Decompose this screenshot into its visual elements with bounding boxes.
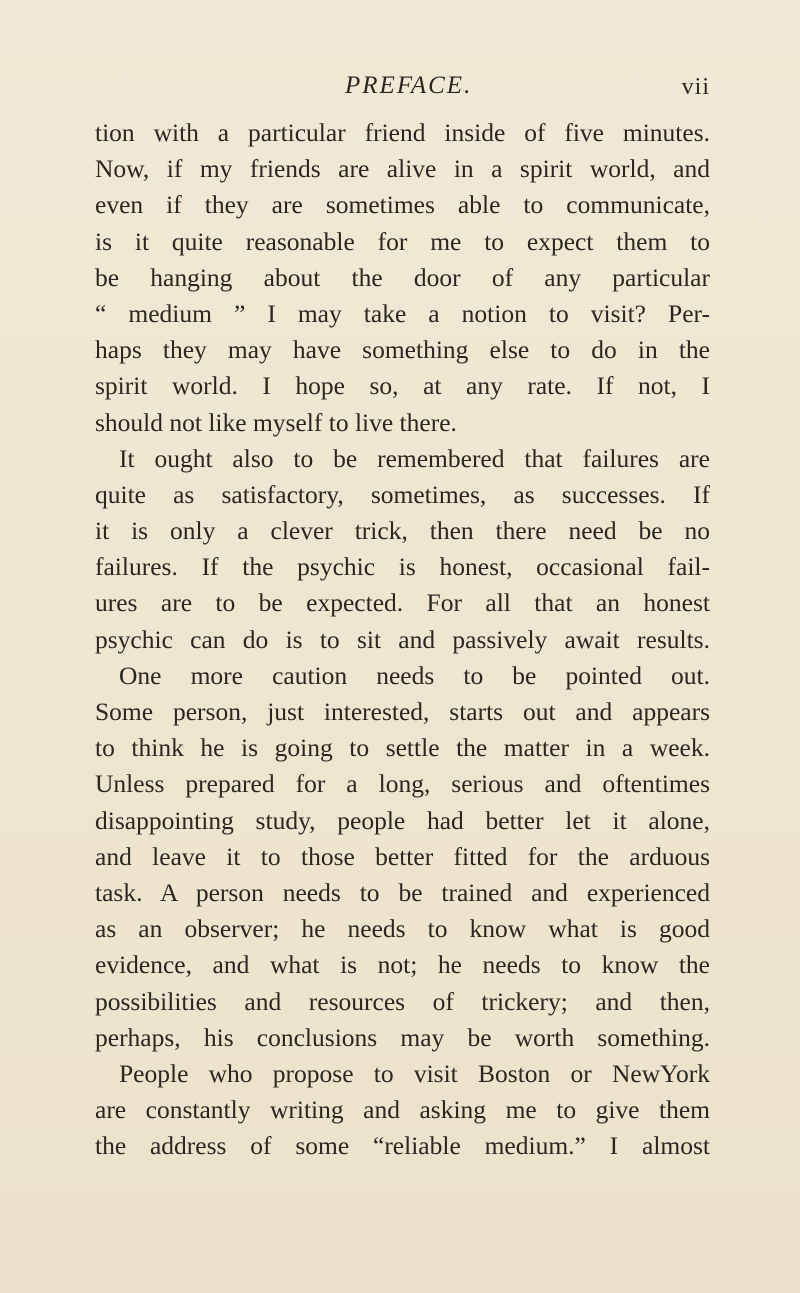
text-line: disappointing study, people had better let it alone,: [95, 805, 710, 835]
text-line: Unless prepared for a long, serious and oftentimes: [95, 769, 710, 799]
paragraph-first-line: It ought also to be remembered that failures are: [119, 443, 710, 473]
text-line: and leave it to those better fitted for the arduous: [95, 841, 710, 871]
text-line: possibilities and resources of trickery; and then,: [95, 986, 710, 1016]
text-line: are constantly writing and asking me to give them: [95, 1095, 710, 1125]
text-line: quite as satisfactory, sometimes, as successes. If: [95, 479, 710, 509]
text-line: evidence, and what is not; he needs to know the: [95, 950, 710, 980]
text-line: failures. If the psychic is honest, occasional fail-: [95, 552, 710, 582]
body-text: [95, 115, 710, 1164]
text-line: task. A person needs to be trained and experienced: [95, 877, 710, 907]
text-line: spirit world. I hope so, at any rate. If not, I: [95, 371, 710, 401]
paragraph-first-line: One more caution needs to be pointed out.: [119, 660, 710, 690]
text-line: ures are to be expected. For all that an honest: [95, 588, 710, 618]
page-number: vii: [681, 74, 710, 100]
text-line: tion with a particular friend inside of five minutes.: [95, 118, 710, 147]
text-line: “ medium ” I may take a notion to visit? Per-: [95, 298, 710, 328]
text-line: is it quite reasonable for me to expect them to: [95, 226, 710, 256]
text-line: the address of some “reliable medium.” I almost: [95, 1131, 710, 1161]
text-line: haps they may have something else to do in the: [95, 335, 710, 365]
text-line: should not like myself to live there.: [95, 407, 457, 437]
page-header: [95, 72, 710, 112]
text-line: perhaps, his conclusions may be worth something.: [95, 1022, 710, 1052]
text-line: to think he is going to settle the matter in a week.: [95, 733, 710, 763]
text-line: as an observer; he needs to know what is good: [95, 914, 710, 944]
text-line: it is only a clever trick, then there need be no: [95, 516, 710, 546]
text-line: Some person, just interested, starts out and appears: [95, 697, 710, 726]
running-head: PREFACE.: [345, 72, 473, 99]
text-line: be hanging about the door of any particular: [95, 262, 710, 292]
text-line: even if they are sometimes able to communicate,: [95, 190, 710, 220]
paragraph-first-line: People who propose to visit Boston or NewYork: [119, 1058, 710, 1088]
text-line: psychic can do is to sit and passively await results.: [95, 624, 710, 654]
text-line: Now, if my friends are alive in a spirit world, and: [95, 154, 710, 184]
